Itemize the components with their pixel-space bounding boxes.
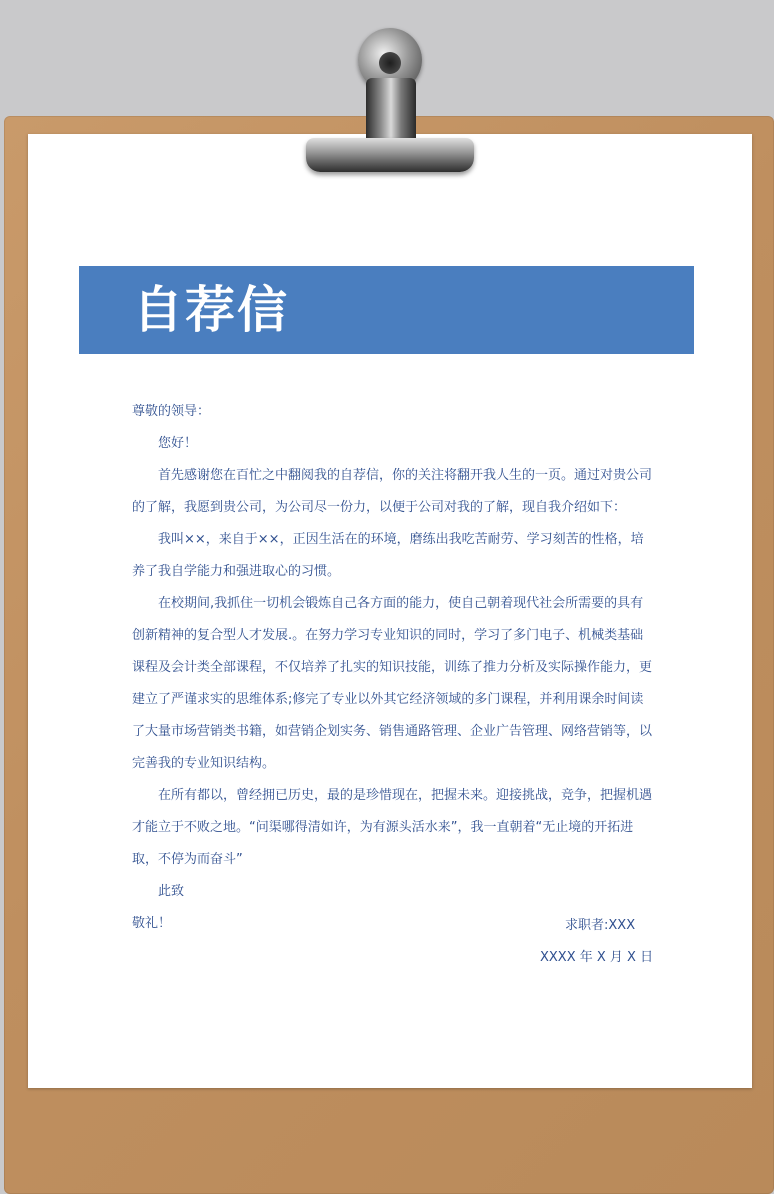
paragraph-self: 我叫××，来自于××，正因生活在的环境，磨练出我吃苦耐劳、学习刻苦的性格，培养了我自学能力和强进取心的习惯。 [132, 532, 644, 579]
letter-date: XXXX 年 X 月 X 日 [540, 950, 654, 965]
letter-body [132, 396, 652, 940]
salutation: 尊敬的领导： [132, 404, 211, 419]
paragraph-future: 在所有都以，曾经拥已历史，最的是珍惜现在，把握未来。迎接挑战，竞争，把握机遇才能立于不败之地。“问渠哪得清如许，为有源头活水来”，我一直朝着“无止境的开拓进取，不停为而奋斗” [132, 788, 653, 867]
page-title: 自荐信 [133, 281, 289, 339]
closing-regards: 敬礼！ [132, 916, 172, 931]
clip-hole-icon [379, 52, 401, 74]
greeting: 您好！ [158, 436, 198, 451]
paragraph-school: 在校期间,我抓住一切机会锻炼自己各方面的能力，使自己朝着现代社会所需要的具有创新精神的复合型人才发展.。在努力学习专业知识的同时，学习了多门电子、机械类基础课程及会计类全部课程，不仅培养了扎实的知识技能，训练了推力分析及实际操作能力，更建立了严谨求实的思维体系;修完了专业以外其它经济领域的多门课程，并利用课余时间读了大量市场营销类书籍，如营销企划实务、销售通路管理、企业广告管理、网络营销等，以完善我的专业知识结构。 [132, 596, 653, 771]
title-banner [79, 266, 694, 354]
paragraph-intro: 首先感谢您在百忙之中翻阅我的自荐信，你的关注将翻开我人生的一页。通过对贵公司的了解，我愿到贵公司，为公司尽一份力，以便于公司对我的了解，现自我介绍如下： [132, 468, 653, 515]
clip-base-icon [306, 138, 474, 172]
signature: 求职者:XXX [565, 918, 636, 933]
closing-salute: 此致 [158, 884, 185, 899]
clip-body-icon [366, 78, 416, 140]
